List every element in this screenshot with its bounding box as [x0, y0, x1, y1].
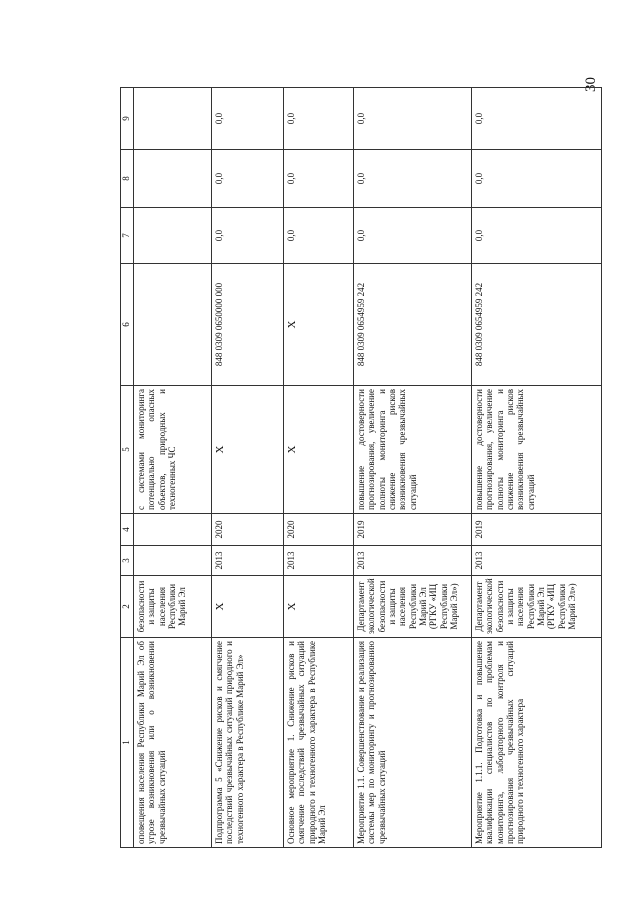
cell-start-year: 2013 [472, 546, 602, 576]
cell-executor: Департамент экологической безопасности и защиты населения Республики Марий Эл (РГКУ «ИЦ Республики Марий Эл») [354, 576, 472, 638]
cell-result: с системами мониторинга потенциально опасных объектов, природных и техногенных ЧС [134, 386, 212, 514]
cell-value-9: 0,0 [284, 88, 354, 150]
column-header: 9 [121, 88, 134, 150]
cell-result: повышение достоверности прогнозирования, увеличение полноты мониторинга и снижение рисков возникновения чрезвычайных ситуаций [354, 386, 472, 514]
cell-value-8: 0,0 [284, 150, 354, 208]
cell-value-7: 0,0 [284, 208, 354, 264]
table-row [354, 88, 472, 848]
program-table [120, 87, 602, 848]
cell-start-year: 2013 [212, 546, 284, 576]
cell-budget-code: Х [284, 264, 354, 386]
cell-name: Подпрограмма 5 «Снижение рисков и смягчение последствий чрезвычайных ситуаций природного и техногенного характера в Республике Марий Эл» [212, 638, 284, 848]
cell-executor: безопасности и защиты населения Республики Марий Эл [134, 576, 212, 638]
cell-name: Основное мероприятие 1. Снижение рисков и смягчение последствий чрезвычайных ситуаций природного и техногенного характера в Республике Марий Эл [284, 638, 354, 848]
column-header: 6 [121, 264, 134, 386]
cell-executor: Департамент экологической безопасности и защиты населения Республики Марий Эл (РГКУ «ИЦ Республики Марий Эл») [472, 576, 602, 638]
cell-value-9: 0,0 [212, 88, 284, 150]
cell-start-year [134, 546, 212, 576]
header-row [121, 88, 134, 848]
cell-name: оповещения населения Республики Марий Эл об угрозе возникновения или о возникновении чрезвычайных ситуаций [134, 638, 212, 848]
cell-value-8: 0,0 [354, 150, 472, 208]
cell-value-7: 0,0 [212, 208, 284, 264]
column-header: 3 [121, 546, 134, 576]
cell-end-year [134, 514, 212, 546]
cell-start-year: 2013 [354, 546, 472, 576]
cell-value-8: 0,0 [212, 150, 284, 208]
column-header: 7 [121, 208, 134, 264]
table-row [134, 88, 212, 848]
cell-name: Мероприятие 1.1. Совершенствование и реализация системы мер по мониторингу и прогнозированию чрезвычайных ситуаций [354, 638, 472, 848]
table-row [284, 88, 354, 848]
table-row [472, 88, 602, 848]
cell-executor: Х [212, 576, 284, 638]
cell-value-9: 0,0 [354, 88, 472, 150]
cell-value-9: 0,0 [472, 88, 602, 150]
column-header: 5 [121, 386, 134, 514]
cell-end-year: 2020 [284, 514, 354, 546]
column-header: 8 [121, 150, 134, 208]
cell-start-year: 2013 [284, 546, 354, 576]
cell-result: повышение достоверности прогнозирования, увеличение полноты мониторинга и снижение рисков возникновения чрезвычайных ситуаций [472, 386, 602, 514]
column-header: 4 [121, 514, 134, 546]
cell-budget-code: 848 0309 0650000 000 [212, 264, 284, 386]
cell-value-8: 0,0 [472, 150, 602, 208]
cell-end-year: 2020 [212, 514, 284, 546]
cell-executor: Х [284, 576, 354, 638]
cell-end-year: 2019 [354, 514, 472, 546]
cell-budget-code: 848 0309 0654959 242 [354, 264, 472, 386]
cell-name: Мероприятие 1.1.1. Подготовка и повышение квалификации специалистов по проблемам мониторинга, лабораторного контроля и прогнозирования чрезвычайных ситуаций природного и техногенного характера [472, 638, 602, 848]
table-row [212, 88, 284, 848]
rotated-table-wrapper [120, 88, 610, 848]
cell-value-7: 0,0 [472, 208, 602, 264]
page-number: 30 [583, 77, 599, 92]
cell-value-8 [134, 150, 212, 208]
cell-end-year: 2019 [472, 514, 602, 546]
cell-value-7: 0,0 [354, 208, 472, 264]
cell-value-9 [134, 88, 212, 150]
cell-budget-code: 848 0309 0654959 242 [472, 264, 602, 386]
cell-budget-code [134, 264, 212, 386]
cell-result: Х [284, 386, 354, 514]
cell-result: Х [212, 386, 284, 514]
column-header: 1 [121, 638, 134, 848]
cell-value-7 [134, 208, 212, 264]
column-header: 2 [121, 576, 134, 638]
